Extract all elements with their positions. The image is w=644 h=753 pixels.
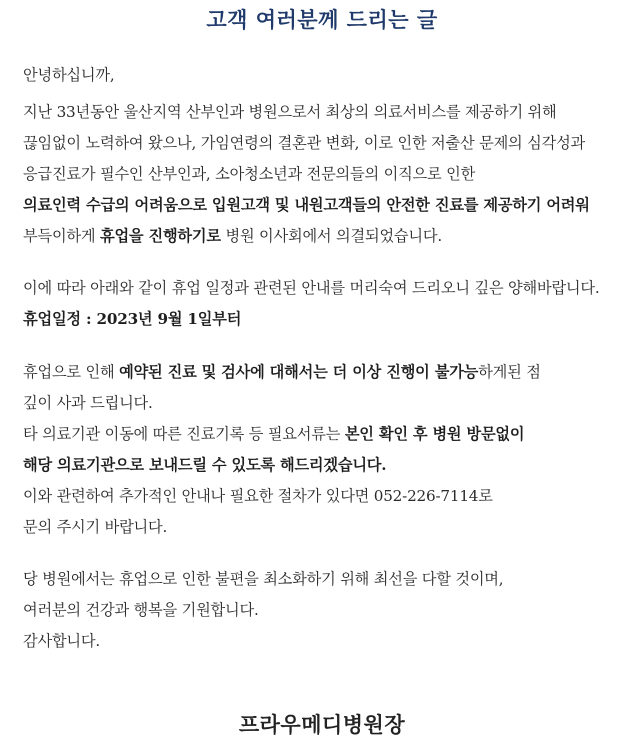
paragraph-3-line-1-pre: 휴업으로 인해 [23,363,120,381]
paragraph-3-line-3-bold: 본인 확인 후 병원 방문없이 [344,425,525,443]
paragraph-3-line-5: 이와 관련하여 추가적인 안내나 필요한 절차가 있다면 052-226-7114로 [23,487,493,505]
paragraph-3-line-3-pre: 타 의료기관 이동에 따른 진료기록 등 필요서류는 [23,425,345,443]
paragraph-2: 이에 따라 아래와 같이 휴업 일정과 관련된 안내를 머리숙여 드리오니 깊은 양해바랍니다. [23,279,600,297]
spacer [23,543,641,564]
paragraph-4-line-1: 당 병원에서는 휴업으로 인한 불편을 최소화하기 위해 최선을 다할 것이며, [23,570,504,588]
paragraph-3-line-4: 해당 의료기관으로 보내드릴 수 있도록 해드리겠습니다. [23,456,387,474]
signature: 프라우메디병원장 [238,712,406,737]
paragraph-1-bold-line: 의료인력 수급의 어려움으로 입원고객 및 내원고객들의 안전한 진료를 제공하기 어려워 [23,196,590,214]
paragraph-1-last-post: 병원 이사회에서 의결되었습니다. [220,227,442,245]
paragraph-3-line-3 [23,419,641,450]
spacer [23,335,641,357]
letter-title: 고객 여러분께 드리는 글 [206,7,438,32]
paragraph-3-line-2: 깊이 사과 드립니다. [23,394,153,412]
closure-date: 휴업일정 : 2023년 9월 1일부터 [23,310,242,328]
paragraph-3-line-1-post: 하게된 점 [478,363,541,381]
paragraph-1-line-3: 응급진료가 필수인 산부인과, 소아청소년과 전문의들의 이직으로 인한 [23,165,476,183]
paragraph-1-last-bold: 휴업을 진행하기로 [99,227,221,245]
paragraph-1-line-2: 끊임없이 노력하여 왔으나, 가임연령의 결혼관 변화, 이로 인한 저출산 문제의 심각성과 [23,134,586,152]
letter-body [23,60,641,657]
paragraph-1-last-pre: 부득이하게 [23,227,100,245]
paragraph-1-line-1: 지난 33년동안 울산지역 산부인과 병원으로서 최상의 의료서비스를 제공하기 위해 [23,103,557,121]
greeting: 안녕하십니까, [23,66,115,84]
paragraph-3-line-1-bold: 예약된 진료 및 검사에 대해서는 더 이상 진행이 불가능 [119,363,479,381]
paragraph-4-line-2: 여러분의 건강과 행복을 기원합니다. [23,601,259,619]
paragraph-4-line-3: 감사합니다. [23,632,100,650]
paragraph-3-line-1 [23,357,641,388]
paragraph-1-last-line [23,221,641,252]
spacer [23,252,641,273]
paragraph-3-line-6: 문의 주시기 바랍니다. [23,518,168,536]
